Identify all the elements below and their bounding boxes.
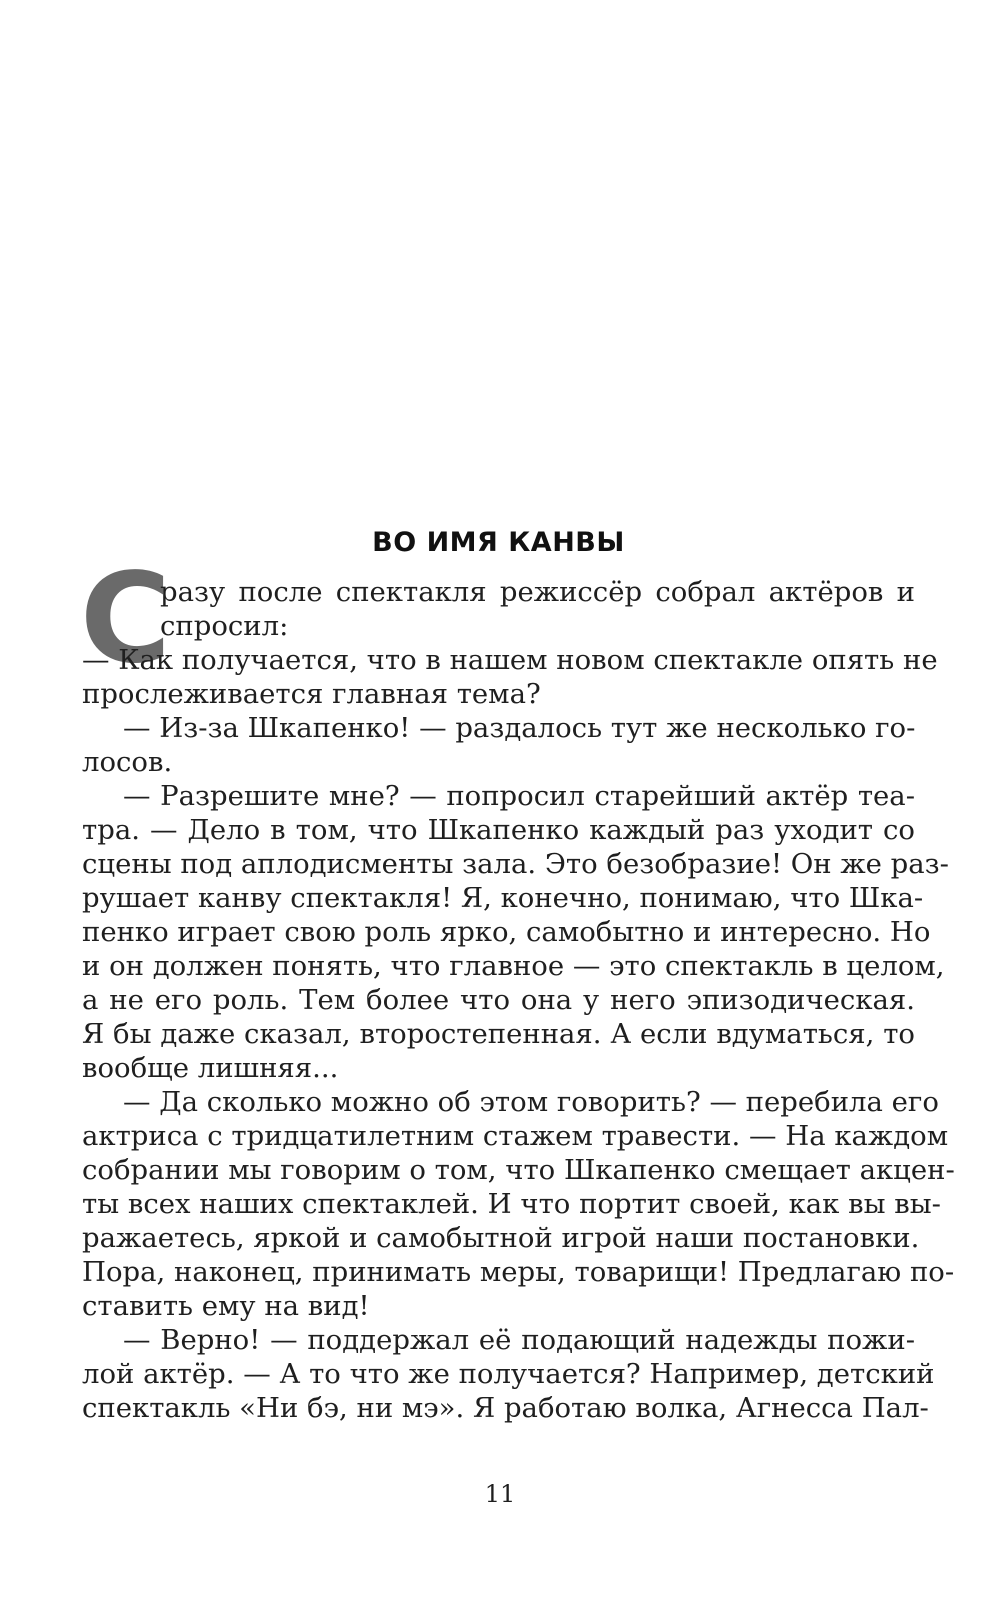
text-line: прослеживается главная тема? [82,678,541,710]
chapter-title: ВО ИМЯ КАНВЫ [372,527,625,558]
text-line: собрании мы говорим о том, что Шкапенко смещает акцен- [82,1154,955,1186]
text-line: тра. — Дело в том, что Шкапенко каждый раз уходит со [82,814,915,846]
text-line: пенко играет свою роль ярко, самобытно и интересно. Но [82,916,931,948]
text-line: — Из-за Шкапенко! — раздалось тут же несколько го- [123,712,916,744]
text-line: а не его роль. Тем более что она у него эпизодическая. [82,984,915,1016]
text-line: спросил: [160,610,289,642]
text-line: ставить ему на вид! [82,1290,370,1322]
text-line: и он должен понять, что главное — это спектакль в целом, [82,950,945,982]
text-line: Я бы даже сказал, второстепенная. А если вдуматься, то [82,1018,915,1050]
text-line: — Верно! — поддержал её подающий надежды пожи- [123,1324,915,1356]
text-line: Пора, наконец, принимать меры, товарищи! Предлагаю по- [82,1256,955,1288]
text-line: ты всех наших спектаклей. И что портит своей, как вы вы- [82,1188,941,1220]
text-line: вообще лишняя... [82,1052,339,1084]
text-line: — Разрешите мне? — попросил старейший актёр теа- [123,780,915,812]
text-line: лой актёр. — А то что же получается? Например, детский [82,1358,935,1390]
text-line: ражаетесь, яркой и самобытной игрой наши постановки. [82,1222,920,1254]
text-line: лосов. [82,746,173,778]
text-line: спектакль «Ни бэ, ни мэ». Я работаю волка, Агнесса Пал- [82,1392,929,1424]
text-line: — Да сколько можно об этом говорить? — перебила его [123,1086,939,1118]
text-line: — Как получается, что в нашем новом спектакле опять не [82,644,938,676]
text-line: сцены под аплодисменты зала. Это безобразие! Он же раз- [82,848,949,880]
drop-cap: С [80,547,172,691]
text-line: разу после спектакля режиссёр собрал актёров и [160,576,915,608]
text-line: рушает канву спектакля! Я, конечно, понимаю, что Шка- [82,882,924,914]
page-number: 11 [484,1480,516,1508]
text-line: актриса с тридцатилетним стажем травести. — На каждом [82,1120,949,1152]
